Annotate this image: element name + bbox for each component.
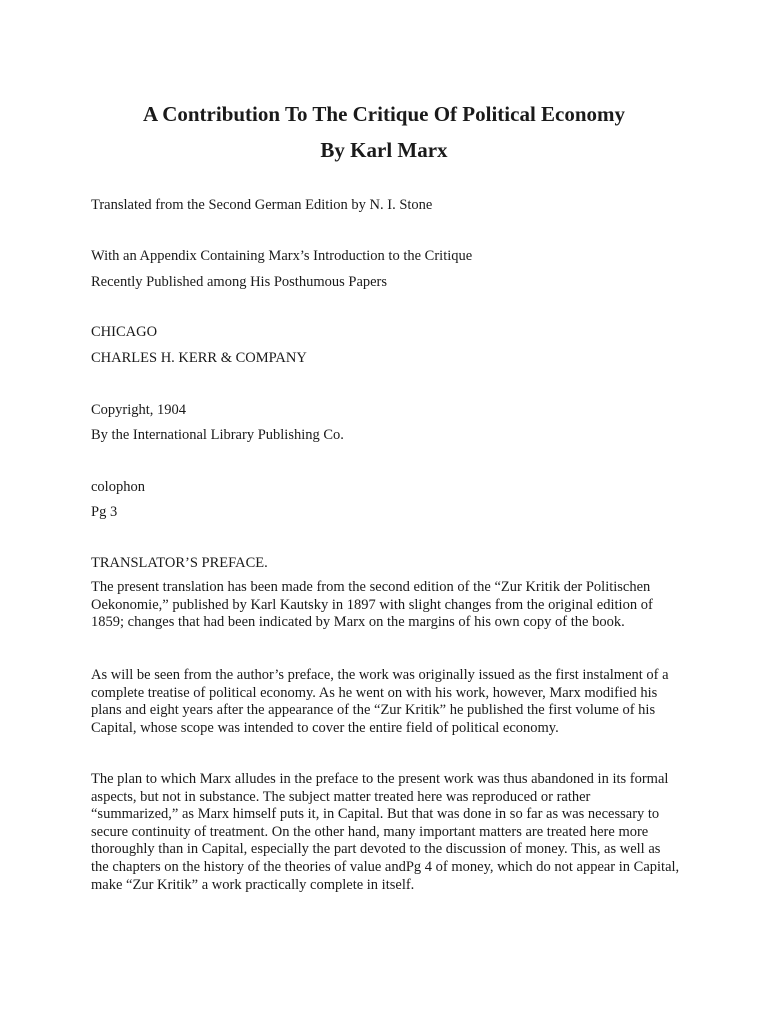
translation-note: Translated from the Second German Edition by N. I. Stone — [91, 197, 433, 213]
copyright-holder: By the International Library Publishing Co. — [91, 427, 344, 443]
appendix-note-line-1: With an Appendix Containing Marx’s Introduction to the Critique — [91, 248, 473, 264]
publication-city: CHICAGO — [91, 324, 158, 340]
preface-paragraph-2: As will be seen from the author’s preface, the work was originally issued as the first instalment of a complete treatise of political economy. As he went on with his work, however, Marx modified his plans and eight years after the appearance of the “Zur Kritik” he published the first volume of his Capital, whose scope was intended to cover the entire field of political economy. — [91, 667, 669, 736]
colophon-label: colophon — [91, 479, 145, 495]
preface-paragraph-3: The plan to which Marx alludes in the preface to the present work was thus abandoned in its formal aspects, but not in substance. The subject matter treated here was reproduced or rather “summarized,” as Marx himself puts it, in Capital. But that was done in so far as was necessary to secure continuity of treatment. On the other hand, many important matters are treated here more thoroughly than in Capital, especially the part devoted to the discussion of money. This, as well as the chapters on the history of the theories of value andPg 4 of money, which do not appear in Capital, make “Zur Kritik” a work practically complete in itself. — [91, 771, 680, 893]
preface-paragraph-1: The present translation has been made from the second edition of the “Zur Kritik der Politischen Oekonomie,” published by Karl Kautsky in 1897 with slight changes from the original edition of 1859; changes that had been indicated by Marx on the margins of his own copy of the book. — [91, 579, 653, 631]
document-author: By Karl Marx — [320, 138, 448, 162]
preface-heading: TRANSLATOR’S PREFACE. — [91, 555, 268, 571]
page-marker: Pg 3 — [91, 504, 118, 520]
publisher-name: CHARLES H. KERR & COMPANY — [91, 350, 307, 366]
document-title: A Contribution To The Critique Of Political Economy — [142, 102, 626, 126]
appendix-note-line-2: Recently Published among His Posthumous Papers — [91, 274, 388, 290]
copyright-line: Copyright, 1904 — [91, 402, 187, 418]
